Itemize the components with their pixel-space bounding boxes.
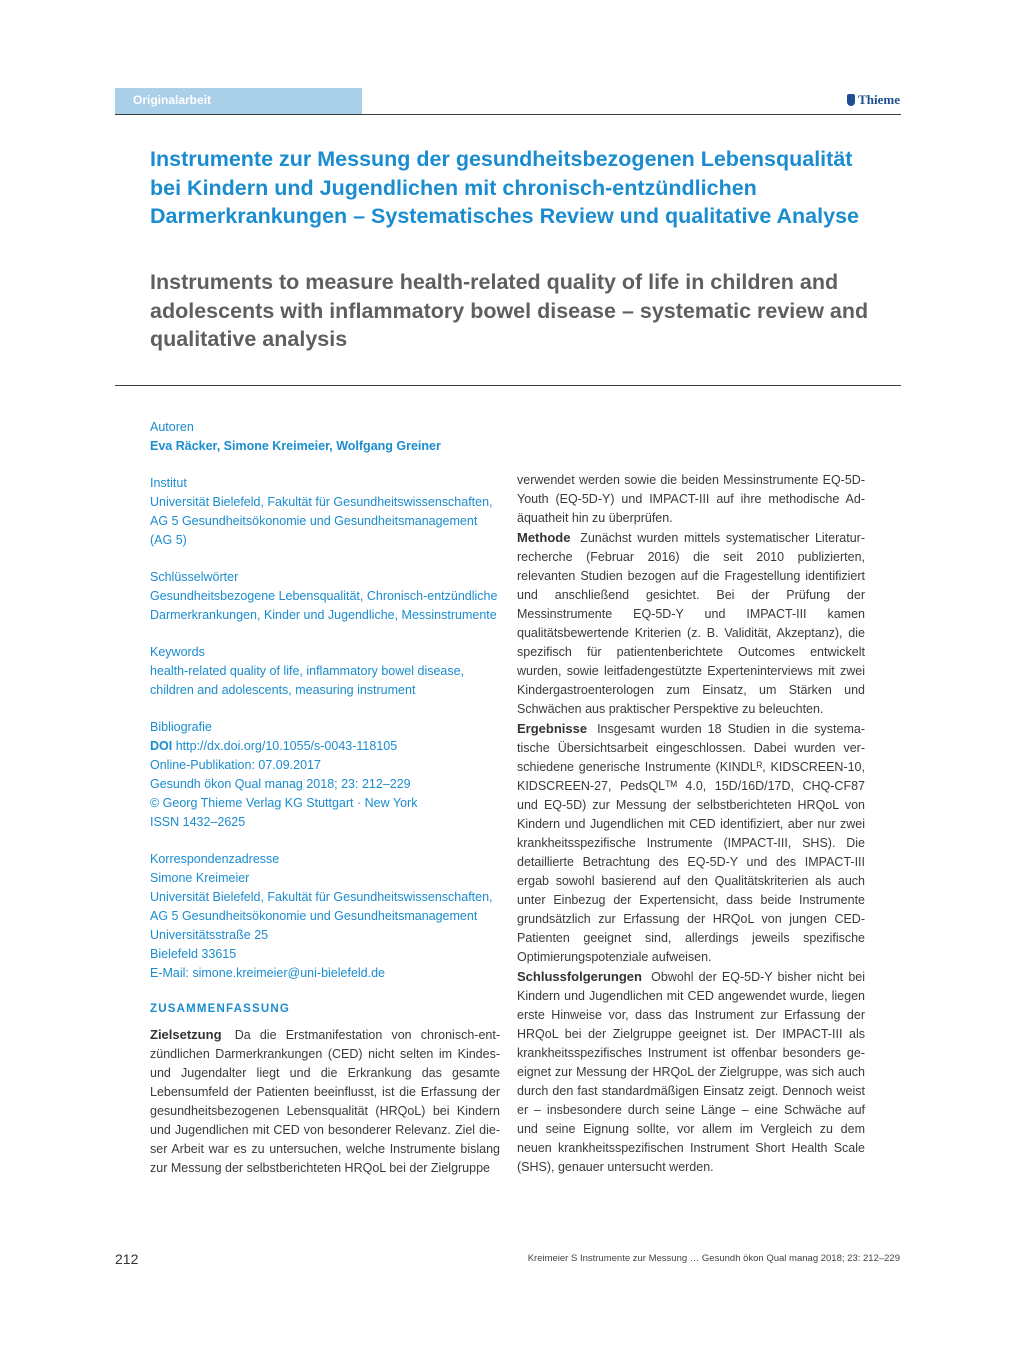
keywords-en-label: Keywords [150, 645, 205, 659]
keywords-en: health-related quality of life, inflammatory bowel disease, children and adolescents, measuring instrument [150, 664, 465, 697]
authors-block [150, 418, 500, 456]
copyright: © Georg Thieme Verlag KG Stuttgart · New York [150, 796, 418, 810]
authors: Eva Räcker, Simone Kreimeier, Wolfgang Greiner [150, 439, 441, 453]
institute: Universität Bielefeld, Fakultät für Gesundheitswissenschaften, AG 5 Gesundheitsökonomie und Gesundheitsmanagement (AG 5) [150, 495, 493, 547]
keywords-de-label: Schlüsselwörter [150, 570, 239, 584]
online-publication: Online-Publikation: 07.09.2017 [150, 758, 321, 772]
authors-label: Autoren [150, 420, 194, 434]
abstract-zielsetzung [150, 1025, 500, 1178]
methode-text: Zunächst wurden mittels systematischer Literaturrecherche (Februar 2016) die seit 2010 publizierten, relevanten Studien bezogen auf die Fragestellung identifiziert und anschließend gesichtet. Bei der Prüfung der Messinstrumente EQ-5D-Y und IMPACT-III kamen qualitätsbewertende Kriterien (z. B. Validität, Akzeptanz), die spezifisch für patientenberichtete Outcomes entwickelt wurden, sowie leitfadengestützte Experteninterviews mit zwei Kindergastroenterologen zum Einsatz, um Stärken und Schwächen aus praktischer Perspektive zu beleuchten. [517, 531, 865, 716]
publisher-name: Thieme [858, 92, 900, 107]
title-divider [115, 385, 901, 386]
bibliography-block [150, 718, 500, 832]
right-column [517, 471, 865, 1177]
doi-line [150, 737, 500, 756]
abstract-schlussfolgerungen [517, 967, 865, 1177]
correspondence-block [150, 850, 500, 983]
doi-link[interactable]: http://dx.doi.org/10.1055/s-0043-118105 [175, 739, 398, 753]
keywords-en-block [150, 643, 500, 700]
title-english: Instruments to measure health-related quality of life in children and adolescents with inflammatory bowel disease – systematic review and qualitative analysis [150, 270, 869, 351]
abstract-methode [517, 528, 865, 719]
abstract-heading: ZUSAMMENFASSUNG [150, 1003, 291, 1015]
correspondence-institute: Universität Bielefeld, Fakultät für Gesundheitswissenschaften, AG 5 Gesundheitsökonomie und Gesundheitsmanagement [150, 890, 493, 923]
methode-label: Methode [517, 530, 571, 545]
doi-label: DOI [150, 739, 173, 753]
correspondence-name: Simone Kreimeier [150, 871, 250, 885]
page-number: 212 [115, 1251, 139, 1267]
running-footer: Kreimeier S Instrumente zur Messung … Gesundh ökon Qual manag 2018; 23: 212–229 [527, 1253, 900, 1264]
ergebnisse-text: Insgesamt wurden 18 Studien in die systematische Übersichtsarbeit eingeschlossen. Dabei wurden verschiedene generische Instrumente (KINDLᴿ, KIDSCREEN-10, KIDSCREEN-27, PedsQLᵀᴹ 4.0, 15D/16D/17D, CHQ-CF87 und EQ-5D) zur Messung der selbstberichteten HRQoL von Kindern und Jugendlichen mit CED identifiziert, aber nur zwei krankheitsspezifische Instrumente (IMPACT-III, SHS). Die detaillierte Betrachtung des EQ-5D-Y und des IMPACT-III ergab sowohl basierend auf den Qualitätskriterien als auch unter Einbezug der Expertensicht, dass beide Instrumente grundsätzlich zur Erfassung der HRQoL von jungen CED-Patienten geeignet sind, allerdings jeweils spezifische Optimierungspotenziale aufweisen. [517, 722, 865, 964]
schluss-text: Obwohl der EQ-5D-Y bisher nicht bei Kindern und Jugendlichen mit CED angewendet wurde, liegen erste Hinweise vor, dass das Instrument zur Erfassung der HRQoL bei der Zielgruppe geeignet ist. Der IMPACT-III als krankheitsspezifisches Instrument ist offenbar besonders geeignet zur Messung der HRQoL der Zielgruppe, was sich auch durch den fast standardmäßigen Einsatz zeigt. Dennoch weist er – insbesondere durch seine Länge – eine Schwäche auf und seine Eignung sollte, vor allem im Vergleich zu dem neuen krankheitsspezifischen Instrument Short Health Scale (SHS), genauer untersucht werden. [517, 970, 865, 1174]
institute-label: Institut [150, 476, 187, 490]
zielsetzung-text: Da die Erstmanifestation von chronisch-entzündlichen Darmerkrankungen (CED) nicht selten im Kindes- und Jugendalter liegt und die Erkrankung das gesamte Lebensumfeld der Patienten beeinflusst, ist die Erfassung der gesundheitsbezogenen Lebensqualität (HRQoL) bei Kindern und Jugendlichen mit CED von besonderer Relevanz. Ziel dieser Arbeit war es zu untersuchen, welche Instrumente bislang zur Messung der selbstberichteten HRQoL bei der Zielgruppe [150, 1028, 500, 1175]
correspondence-label: Korrespondenzadresse [150, 852, 280, 866]
section-tag: Originalarbeit [115, 88, 362, 114]
institute-block [150, 474, 500, 550]
bibliography-label: Bibliografie [150, 720, 212, 734]
abstract-ergebnisse [517, 719, 865, 967]
header-divider [115, 114, 901, 115]
publisher-logo [847, 92, 900, 108]
keywords-de: Gesundheitsbezogene Lebensqualität, Chronisch-entzündliche Darmerkrankungen, Kinder und Jugendliche, Messinstrumente [150, 589, 498, 622]
correspondence-email[interactable]: E-Mail: simone.kreimeier@uni-bielefeld.de [150, 966, 386, 980]
title-german: Instrumente zur Messung der gesundheitsbezogenen Lebensqualität bei Kindern und Jugendlichen mit chronisch-entzündlichen Darmerkrankungen – Systematisches Review und qualitative Analyse [150, 147, 859, 228]
ergebnisse-label: Ergebnisse [517, 721, 588, 736]
citation: Gesundh ökon Qual manag 2018; 23: 212–229 [150, 777, 411, 791]
correspondence-city: Bielefeld 33615 [150, 947, 237, 961]
correspondence-street: Universitätsstraße 25 [150, 928, 269, 942]
zielsetzung-label: Zielsetzung [150, 1027, 222, 1042]
abstract-continuation: verwendet werden sowie die beiden Messinstrumente EQ-5D-Youth (EQ-5D-Y) und IMPACT-III auf ihre methodische Adäquatheit hin zu überprüfen. [517, 473, 865, 525]
keywords-de-block [150, 568, 500, 625]
issn: ISSN 1432–2625 [150, 815, 246, 829]
left-column [150, 418, 500, 1178]
thieme-crest-icon [847, 94, 855, 106]
schluss-label: Schlussfolgerungen [517, 969, 642, 984]
